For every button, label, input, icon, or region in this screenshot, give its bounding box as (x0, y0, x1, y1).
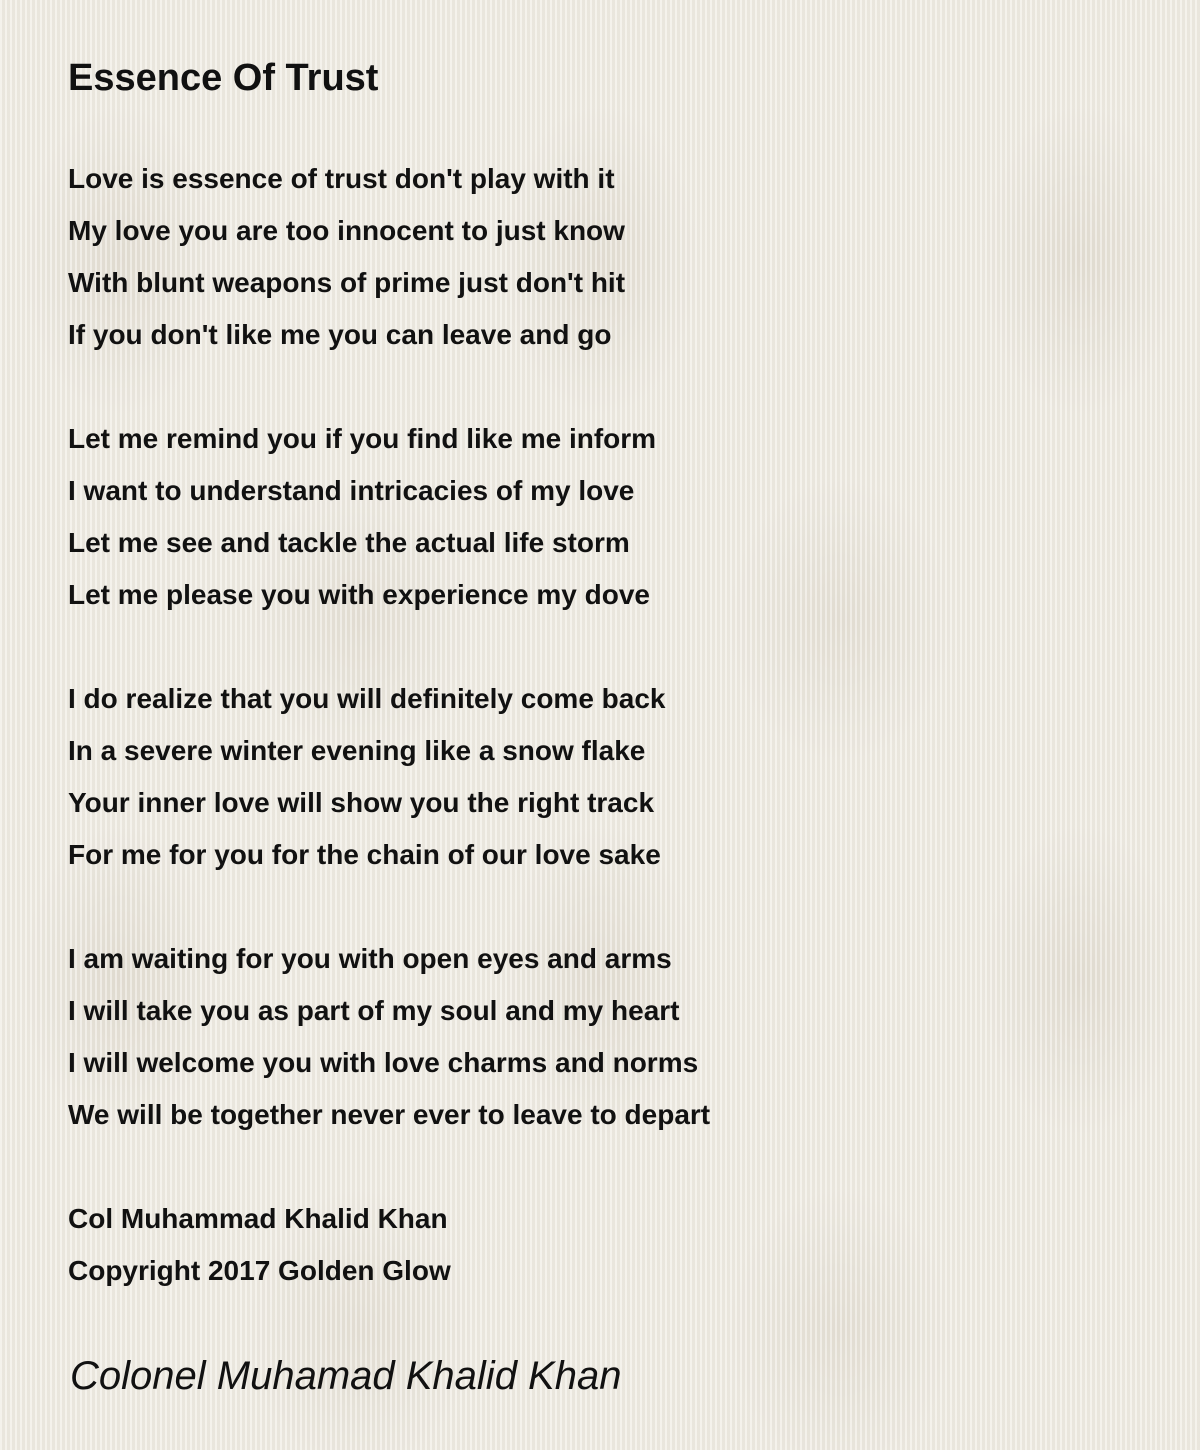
poem-line: Your inner love will show you the right track (68, 787, 655, 818)
author-signature: Colonel Muhamad Khalid Khan (70, 1354, 622, 1398)
poem-line: I want to understand intricacies of my love (68, 475, 635, 506)
poem-line: I will take you as part of my soul and my heart (68, 995, 680, 1026)
poem-line: Let me please you with experience my dove (68, 579, 650, 610)
poem-line: We will be together never ever to leave to depart (68, 1099, 711, 1130)
author-name: Col Muhammad Khalid Khan (68, 1203, 448, 1234)
poem-line: With blunt weapons of prime just don't hit (68, 267, 626, 298)
poem-title: Essence Of Trust (68, 57, 379, 99)
poem-body (68, 153, 1148, 1297)
poem-line: I am waiting for you with open eyes and arms (68, 943, 672, 974)
stanza-1 (68, 153, 1148, 361)
stanza-3 (68, 673, 1148, 881)
author-block (68, 1193, 1148, 1297)
poem-line: Let me remind you if you find like me inform (68, 423, 657, 454)
poem-page (68, 50, 1148, 1297)
poem-line: For me for you for the chain of our love sake (68, 839, 661, 870)
poem-line: Let me see and tackle the actual life storm (68, 527, 630, 558)
poem-line: If you don't like me you can leave and go (68, 319, 612, 350)
poem-line: In a severe winter evening like a snow flake (68, 735, 646, 766)
poem-line: I do realize that you will definitely come back (68, 683, 666, 714)
stanza-2 (68, 413, 1148, 621)
stanza-4 (68, 933, 1148, 1141)
poem-line: My love you are too innocent to just know (68, 215, 625, 246)
poem-line: I will welcome you with love charms and norms (68, 1047, 699, 1078)
poem-line: Love is essence of trust don't play with it (68, 163, 615, 194)
copyright-notice: Copyright 2017 Golden Glow (68, 1255, 451, 1286)
